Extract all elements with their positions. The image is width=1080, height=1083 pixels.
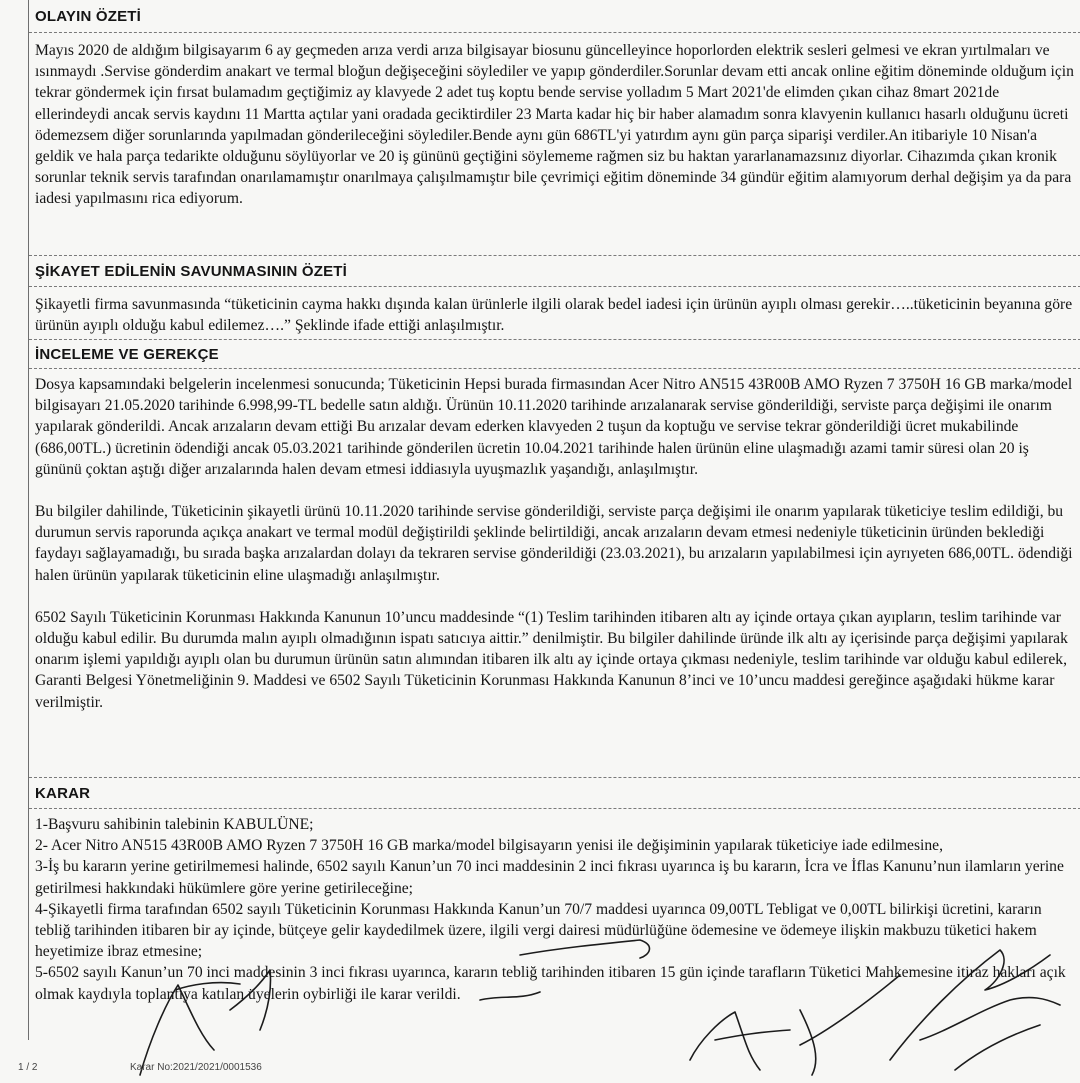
- page-number: 1 / 2: [18, 1062, 38, 1073]
- document-frame: [28, 0, 1080, 1040]
- section-body-decision: [29, 814, 1080, 1005]
- section-body-review: [29, 374, 1080, 713]
- section-heading-defense: ŞİKAYET EDİLENİN SAVUNMASININ ÖZETİ: [29, 255, 1080, 287]
- review-paragraph-1: Dosya kapsamındaki belgelerin incelenmesi sonucunda; Tüketicinin Hepsi burada firmasından Acer Nitro AN515 43R00B AMO Ryzen 7 3750H 16 GB marka/model bilgisayarı 21.05.2020 tarihinde 6.998,99-TL bedelle satın aldığı. Ürünün 10.11.2020 tarihinde arızalanarak servise gönderildiği, serviste parça değişimi ile onarım yapılarak gönderildi. Ancak arızaların devam ettiği Bu arızalar devam ederken klavyeden 2 tuşun da koptuğu ve servise tekrar gönderildiği ücret mukabilinde (686,00TL.) ücretinin ödendiği ancak 05.03.2021 tarihinde gönderilen ücretin 10.04.2021 tarihinde halen ürünün eline ulaşmadığı azami tamir süresi olan 20 iş gününü çoktan aştığı diğer arızalarında halen devam etmesi iddiasıyla uyuşmazlık yaşandığı, anlaşılmıştır.: [35, 376, 1073, 478]
- decision-item-2: 2- Acer Nitro AN515 43R00B AMO Ryzen 7 3750H 16 GB marka/model bilgisayarın yenisi ile değişiminin yapılarak tüketiciye iade edilmesine,: [35, 837, 943, 855]
- summary-paragraph: Mayıs 2020 de aldığım bilgisayarım 6 ay geçmeden arıza verdi arıza bilgisayar biosunu güncelleyince hoporlorden elektrik sesleri gelmesi ve ekran yırtılmaları ve ısınmaydı .Servise gönderdim anakart ve termal bloğun değişeceğini söylediler ve yapıp gönderdiler.Sorunlar devam etti ancak online eğitim döneminde olduğum için tekrar göndermek için fırsat bulamadım geçtiğimiz ay klavyede 2 adet tuş koptu bende servise yolladım 5 Mart 2021'de elimden çıkan cihaz 8mart 2021de ellerindeydi ancak servis kaydını 11 Martta açtılar yani oradada geciktirdiler 23 Marta kadar hiç bir haber alamadım sonra klavyenin kullanıcı hasarlı olduğunu ücreti ödemezsem diğer sorunlarında yapılmadan gönderileceğini söylediler.Bende aynı gün 686TL'yi yatırdım aynı gün parça siparişi verdiler.An itibariyle 10 Nisan'a geldik ve hala parça tedarikte olduğunu söylüyorlar ve 20 iş gününü geçtiğini söylememe rağmen siz bu haktan yararlanamazsınız diyorlar. Cihazımda çıkan kronik sorunlar teknik servis tarafından onarılamamıştır onarılmaya çalışılmamıştır bile çevrimiçi eğitim döneminde 34 gündür eğitim alamıyorum derhal değişim ya da para iadesi yapılmasını rica ediyorum.: [35, 42, 1074, 208]
- section-heading-summary: OLAYIN ÖZETİ: [29, 0, 1080, 33]
- review-paragraph-2: Bu bilgiler dahilinde, Tüketicinin şikayetli ürünü 10.11.2020 tarihinde servise gönderildiği, serviste parça değişimi ile onarım yapılarak tüketiciye teslim edildiği, bu durumun servis raporunda açıkça anakart ve termal modül değiştirildi şeklinde belirtildiği, ancak arızaların devam etmesi nedeniyle tüketicinin üründen beklediği faydayı sağlayamadığı, bu sırada başka arızalardan dolayı da tekraren servise gönderildiği (23.03.2021), bu arızaların yapılabilmesi için ayrıyeten 686,00TL. ödendiği halen ürünün yapılarak tüketicinin eline ulaşmadığı anlaşılmıştır.: [35, 503, 1073, 584]
- section-heading-review: İNCELEME VE GEREKÇE: [29, 339, 1080, 369]
- decision-item-3: 3-İş bu kararın yerine getirilmemesi halinde, 6502 sayılı Kanun’un 70 inci maddesinin 2 inci fıkrası uyarınca iş bu kararın, İcra ve İflas Kanunu’nun ilamların yerine getirilmesi hakkındaki hükümlere göre yerine getirileceğine;: [35, 858, 1064, 897]
- section-body-summary: [29, 40, 1080, 210]
- section-body-defense: [29, 294, 1080, 336]
- decision-number: Karar No:2021/2021/0001536: [130, 1062, 262, 1073]
- review-paragraph-3: 6502 Sayılı Tüketicinin Korunması Hakkında Kanunun 10’uncu maddesinde “(1) Teslim tarihinden itibaren altı ay içinde ortaya çıkan ayıpların, teslim tarihinde var olduğu kabul edilir. Bu durumda malın ayıplı olmadığının ispatı satıcıya aittir.” denilmiştir. Bu bilgiler dahilinde üründe ilk altı ay içerisinde parça değişimi yapılarak onarım işlemi yapıldığı ayıplı olan bu durumun ürünün satın alımından itibaren ilk altı ay içinde ortaya çıkması nedeniyle, teslim tarihinde var olduğu kabul edilerek, Garanti Belgesi Yönetmeliğinin 9. Maddesi ve 6502 Sayılı Tüketicinin Korunması Hakkında Kanunun 8’inci ve 10’uncu maddesi gereğince aşağıdaki hükme karar verilmiştir.: [35, 608, 1068, 711]
- section-heading-decision: KARAR: [29, 777, 1080, 809]
- decision-item-1: 1-Başvuru sahibinin talebinin KABULÜNE;: [35, 816, 314, 833]
- decision-item-5: 5-6502 sayılı Kanun’un 70 inci maddesinin 3 inci fıkrası uyarınca, kararın tebliğ tarihinden itibaren 15 gün içinde tarafların Tüketici Mahkemesine itiraz hakları açık olmak kaydıyla toplantıya katılan üyelerin oybirliği ile karar verildi.: [35, 964, 1066, 1003]
- defense-paragraph: Şikayetli firma savunmasında “tüketicinin cayma hakkı dışında kalan ürünlerle ilgili olarak bedel iadesi için ürünün ayıplı olması gerekir…..tüketicinin beyanına göre ürünün ayıplı olduğu kabul edilemez….” Şeklinde ifade ettiği anlaşılmıştır.: [35, 296, 1073, 335]
- decision-item-4: 4-Şikayetli firma tarafından 6502 sayılı Tüketicinin Korunması Hakkında Kanun’un 70/7 maddesi uyarınca 09,00TL Tebligat ve 0,00TL bilirkişi ücretini, kararın tebliğ tarihinden itibaren bir ay içinde, bütçeye gelir kaydedilmek üzere, ilgili vergi dairesi müdürlüğüne ödemesine ve ödemeye ilişkin makbuzu tüketici hakem heyetimize ibraz etmesine;: [35, 900, 1042, 961]
